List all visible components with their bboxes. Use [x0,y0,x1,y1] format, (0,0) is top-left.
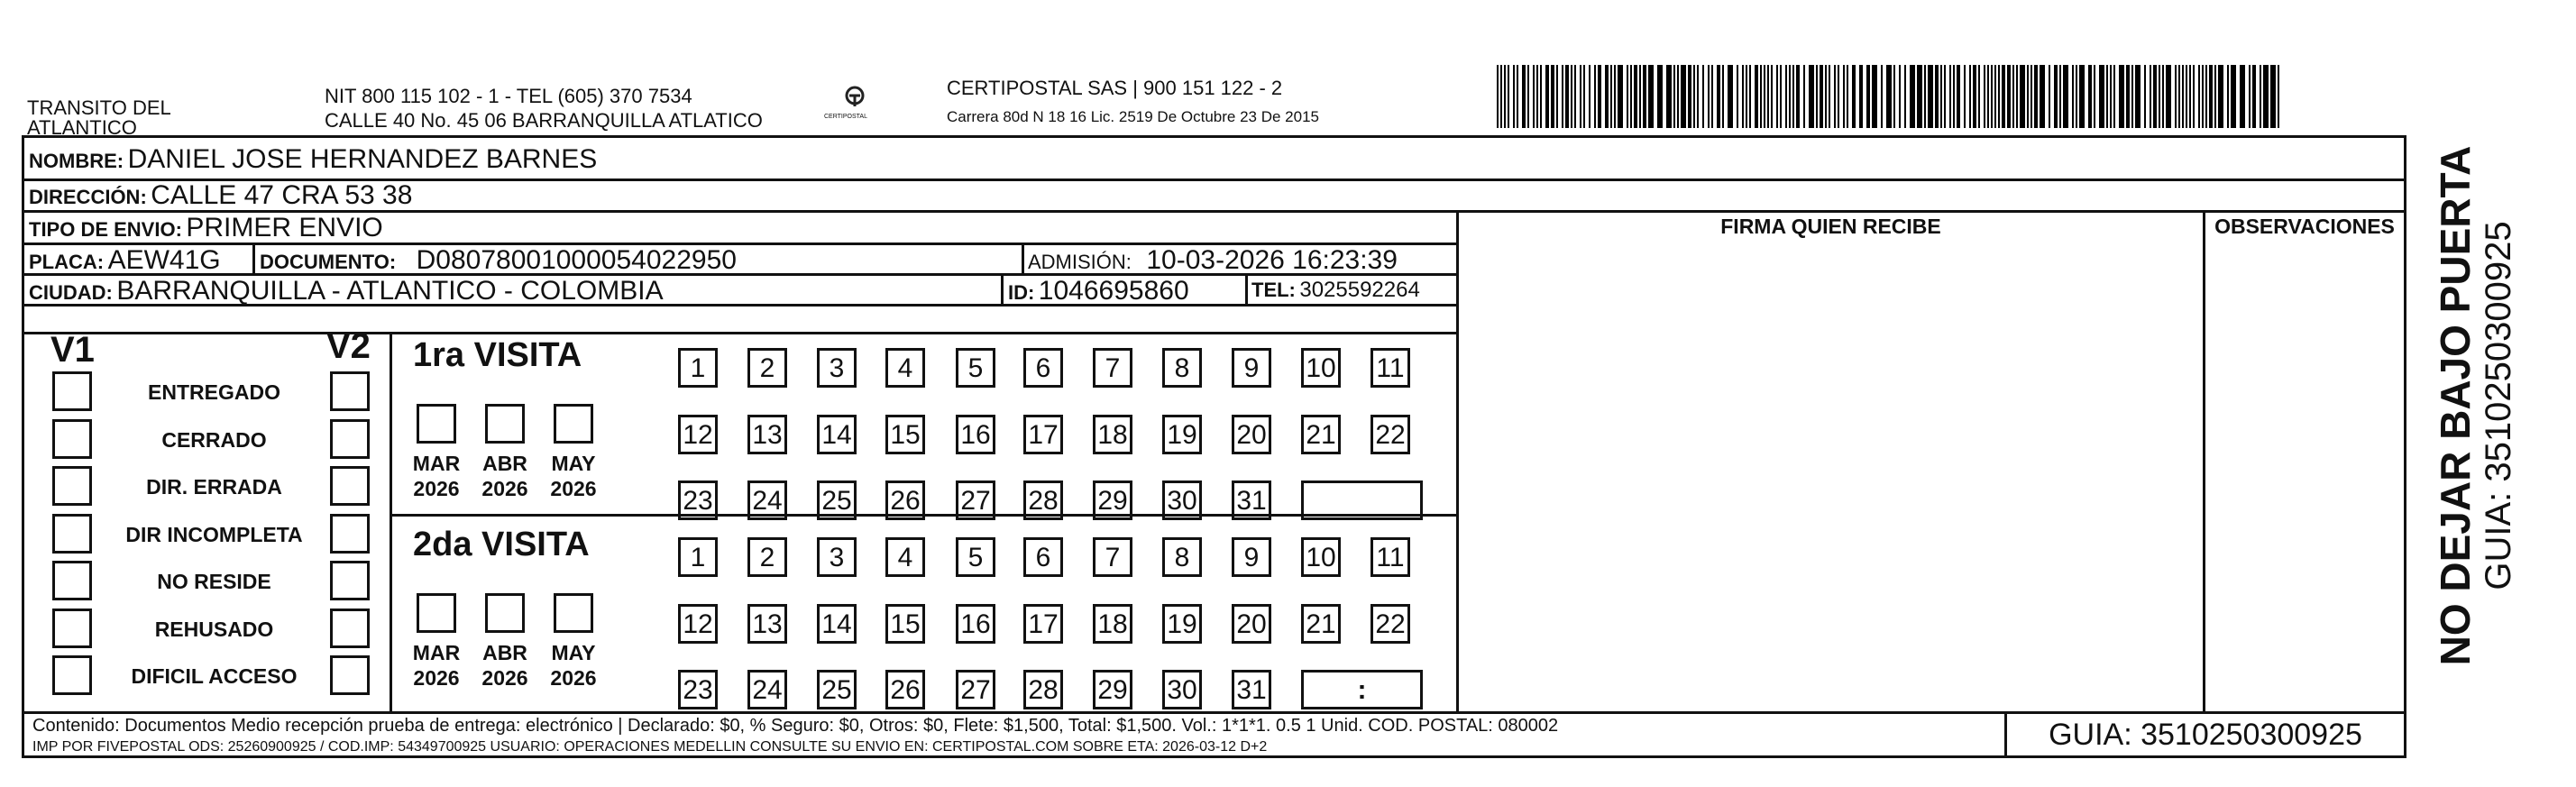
day-box[interactable]: 31 [1232,670,1271,709]
status-v1-checkbox[interactable] [52,514,92,554]
day-box[interactable]: 3 [817,537,857,577]
day-box[interactable]: 19 [1162,415,1202,454]
day-box[interactable]: 3 [817,348,857,388]
month-year: 2026 [550,666,597,690]
visit-title: 2da VISITA [413,526,590,563]
documento-value: D08078001000054022950 [416,245,737,275]
no-dejar-text: NO DEJAR BAJO PUERTA [2432,145,2479,666]
month-label [478,640,532,691]
day-box[interactable]: 5 [956,537,995,577]
status-label: NO RESIDE [157,570,271,593]
direccion-row [29,180,412,211]
day-box[interactable]: 20 [1232,415,1271,454]
day-box[interactable]: 10 [1301,348,1341,388]
day-box[interactable]: 1 [678,348,718,388]
day-box[interactable]: 9 [1232,348,1271,388]
status-v2-checkbox[interactable] [330,655,370,695]
day-box[interactable]: 21 [1301,604,1341,644]
direccion-value: CALLE 47 CRA 53 38 [151,180,413,210]
day-box[interactable]: 7 [1093,348,1132,388]
side-guia-text: GUIA: 3510250300925 [2479,221,2518,590]
nombre-label: NOMBRE: [29,150,124,172]
day-box[interactable]: 8 [1162,348,1202,388]
day-box[interactable]: 16 [956,604,995,644]
month-year: 2026 [413,666,460,690]
month-label [546,451,600,501]
tel-label: TEL: [1251,279,1296,301]
status-v1-checkbox[interactable] [52,609,92,648]
status-label: REHUSADO [154,617,274,641]
license-line: Carrera 80d N 18 16 Lic. 2519 De Octubre 23 De 2015 [947,108,1319,125]
status-v2-checkbox[interactable] [330,466,370,506]
day-box[interactable]: 22 [1371,415,1410,454]
ciudad-row [29,276,664,307]
id-label: ID: [1008,281,1035,304]
status-v2-checkbox[interactable] [330,371,370,411]
admision-row [1028,245,1398,276]
ciudad-value: BARRANQUILLA - ATLANTICO - COLOMBIA [116,276,664,306]
day-box[interactable]: 12 [678,415,718,454]
month-label [478,451,532,501]
day-box[interactable]: 16 [956,415,995,454]
month-checkbox[interactable] [417,593,456,633]
issuer-line2: ATLANTICO [27,116,137,139]
nit-line: NIT 800 115 102 - 1 - TEL (605) 370 7534 [325,85,692,107]
month-year: 2026 [550,477,597,500]
visit-title: 1ra VISITA [413,336,582,374]
nombre-value: DANIEL JOSE HERNANDEZ BARNES [127,144,598,174]
firma-header: FIRMA QUIEN RECIBE [1720,215,1941,238]
imp-text: IMP POR FIVEPOSTAL ODS: 25260900925 / COD.IMP: 54349700925 USUARIO: OPERACIONES MEDELLIN CONSULTE SU ENVIO EN: CERTIPOSTAL.COM SOBRE ETA: 2026-03-12 D+2 [32,739,1268,755]
month-year: 2026 [481,477,528,500]
day-box[interactable]: 9 [1232,537,1271,577]
day-box[interactable]: 5 [956,348,995,388]
status-v1-checkbox[interactable] [52,466,92,506]
month-checkbox[interactable] [554,404,593,444]
month-checkbox[interactable] [485,404,525,444]
day-box[interactable]: 29 [1093,670,1132,709]
day-box[interactable]: 25 [817,670,857,709]
day-box[interactable]: 18 [1093,604,1132,644]
status-v1-checkbox[interactable] [52,419,92,459]
side-text [2432,146,2518,666]
day-box[interactable]: 17 [1023,415,1063,454]
day-box[interactable]: 4 [885,348,925,388]
side-panel [2407,135,2543,676]
documento-row [260,245,737,276]
day-box[interactable]: 23 [678,480,718,520]
month-name: MAY [551,641,596,664]
observaciones-header: OBSERVACIONES [2214,215,2395,238]
month-name: MAR [412,641,461,664]
day-box[interactable]: 30 [1162,670,1202,709]
tipo-row [29,213,383,243]
logo-caption: CERTIPOSTAL [824,114,867,120]
tel-value: 3025592264 [1299,278,1420,302]
day-box[interactable]: 13 [747,415,787,454]
day-box[interactable]: 6 [1023,348,1063,388]
signature-area[interactable] [1459,245,2203,711]
day-box[interactable]: 29 [1093,480,1132,520]
month-checkbox[interactable] [417,404,456,444]
time-box[interactable] [1301,480,1423,520]
month-year: 2026 [481,666,528,690]
month-name: MAY [551,452,596,475]
day-box[interactable]: 30 [1162,480,1202,520]
month-label [546,640,600,691]
placa-label: PLACA: [29,251,105,273]
status-label: ENTREGADO [148,380,280,404]
time-box[interactable]: : [1301,670,1423,709]
contenido-text: Contenido: Documentos Medio recepción prueba de entrega: electrónico | Declarado: $0, % Seguro: $0, Otros: $0, Flete: $1,500, Total: $1,500. Vol.: 1*1*1. 0.5 1 Unid. COD. POSTAL: 080002 [32,716,1559,736]
month-label [409,451,463,501]
tipo-value: PRIMER ENVIO [186,213,383,243]
id-row [1008,276,1189,307]
month-checkbox[interactable] [485,593,525,633]
day-box[interactable]: 2 [747,537,787,577]
day-box[interactable]: 14 [817,604,857,644]
day-box[interactable]: 14 [817,415,857,454]
day-box[interactable]: 13 [747,604,787,644]
address-line: CALLE 40 No. 45 06 BARRANQUILLA ATLATICO [325,109,763,132]
day-box[interactable]: 23 [678,670,718,709]
tel-row [1251,278,1420,303]
day-box[interactable]: 10 [1301,537,1341,577]
footer-guia: GUIA: 3510250300925 [2049,718,2362,752]
day-box[interactable]: 22 [1371,604,1410,644]
day-box[interactable]: 2 [747,348,787,388]
direccion-label: DIRECCIÓN: [29,186,147,208]
barcode [1497,65,2290,128]
month-label [409,640,463,691]
day-box[interactable]: 17 [1023,604,1063,644]
nombre-row [29,144,597,175]
v2-header: V2 [326,326,371,366]
status-v1-checkbox[interactable] [52,561,92,600]
status-v2-checkbox[interactable] [330,419,370,459]
admision-label: ADMISIÓN: [1028,251,1132,273]
admision-value: 10-03-2026 16:23:39 [1146,245,1398,275]
month-checkbox[interactable] [554,593,593,633]
day-box[interactable]: 18 [1093,415,1132,454]
ciudad-label: CIUDAD: [29,281,113,304]
day-box[interactable]: 15 [885,604,925,644]
status-v1-checkbox[interactable] [52,371,92,411]
day-box[interactable]: 25 [817,480,857,520]
status-label: CERRADO [161,427,267,452]
month-name: MAR [412,452,461,475]
day-box[interactable]: 6 [1023,537,1063,577]
status-v2-checkbox[interactable] [330,561,370,600]
day-box[interactable]: 20 [1232,604,1271,644]
month-name: ABR [482,452,527,475]
day-box[interactable]: 4 [885,537,925,577]
day-box[interactable]: 19 [1162,604,1202,644]
day-box[interactable]: 11 [1371,537,1410,577]
day-box[interactable]: 24 [747,480,787,520]
documento-label: DOCUMENTO: [260,251,397,273]
day-box[interactable]: 24 [747,670,787,709]
status-v2-checkbox[interactable] [330,609,370,648]
day-box[interactable]: 27 [956,670,995,709]
certipostal-logo [824,83,882,126]
issuer-line1: TRANSITO DEL [27,96,171,119]
day-box[interactable]: 26 [885,670,925,709]
placa-row [29,245,221,276]
day-box[interactable]: 26 [885,480,925,520]
day-box[interactable]: 8 [1162,537,1202,577]
day-box[interactable]: 1 [678,537,718,577]
id-value: 1046695860 [1038,276,1189,306]
day-box[interactable]: 31 [1232,480,1271,520]
day-box[interactable]: 28 [1023,480,1063,520]
status-label: DIR INCOMPLETA [125,522,303,546]
day-box[interactable]: 27 [956,480,995,520]
day-box[interactable]: 28 [1023,670,1063,709]
month-year: 2026 [413,477,460,500]
tipo-label: TIPO DE ENVIO: [29,218,182,241]
status-label: DIFICIL ACCESO [131,664,298,688]
status-v1-checkbox[interactable] [52,655,92,695]
status-label: DIR. ERRADA [146,475,282,499]
day-box[interactable]: 12 [678,604,718,644]
month-name: ABR [482,641,527,664]
status-v2-checkbox[interactable] [330,514,370,554]
day-box[interactable]: 15 [885,415,925,454]
v1-header: V1 [50,330,95,370]
observations-area[interactable] [2205,245,2404,711]
day-box[interactable]: 11 [1371,348,1410,388]
day-box[interactable]: 7 [1093,537,1132,577]
placa-value: AEW41G [107,245,221,275]
carrier-line: CERTIPOSTAL SAS | 900 151 122 - 2 [947,77,1283,99]
day-box[interactable]: 21 [1301,415,1341,454]
